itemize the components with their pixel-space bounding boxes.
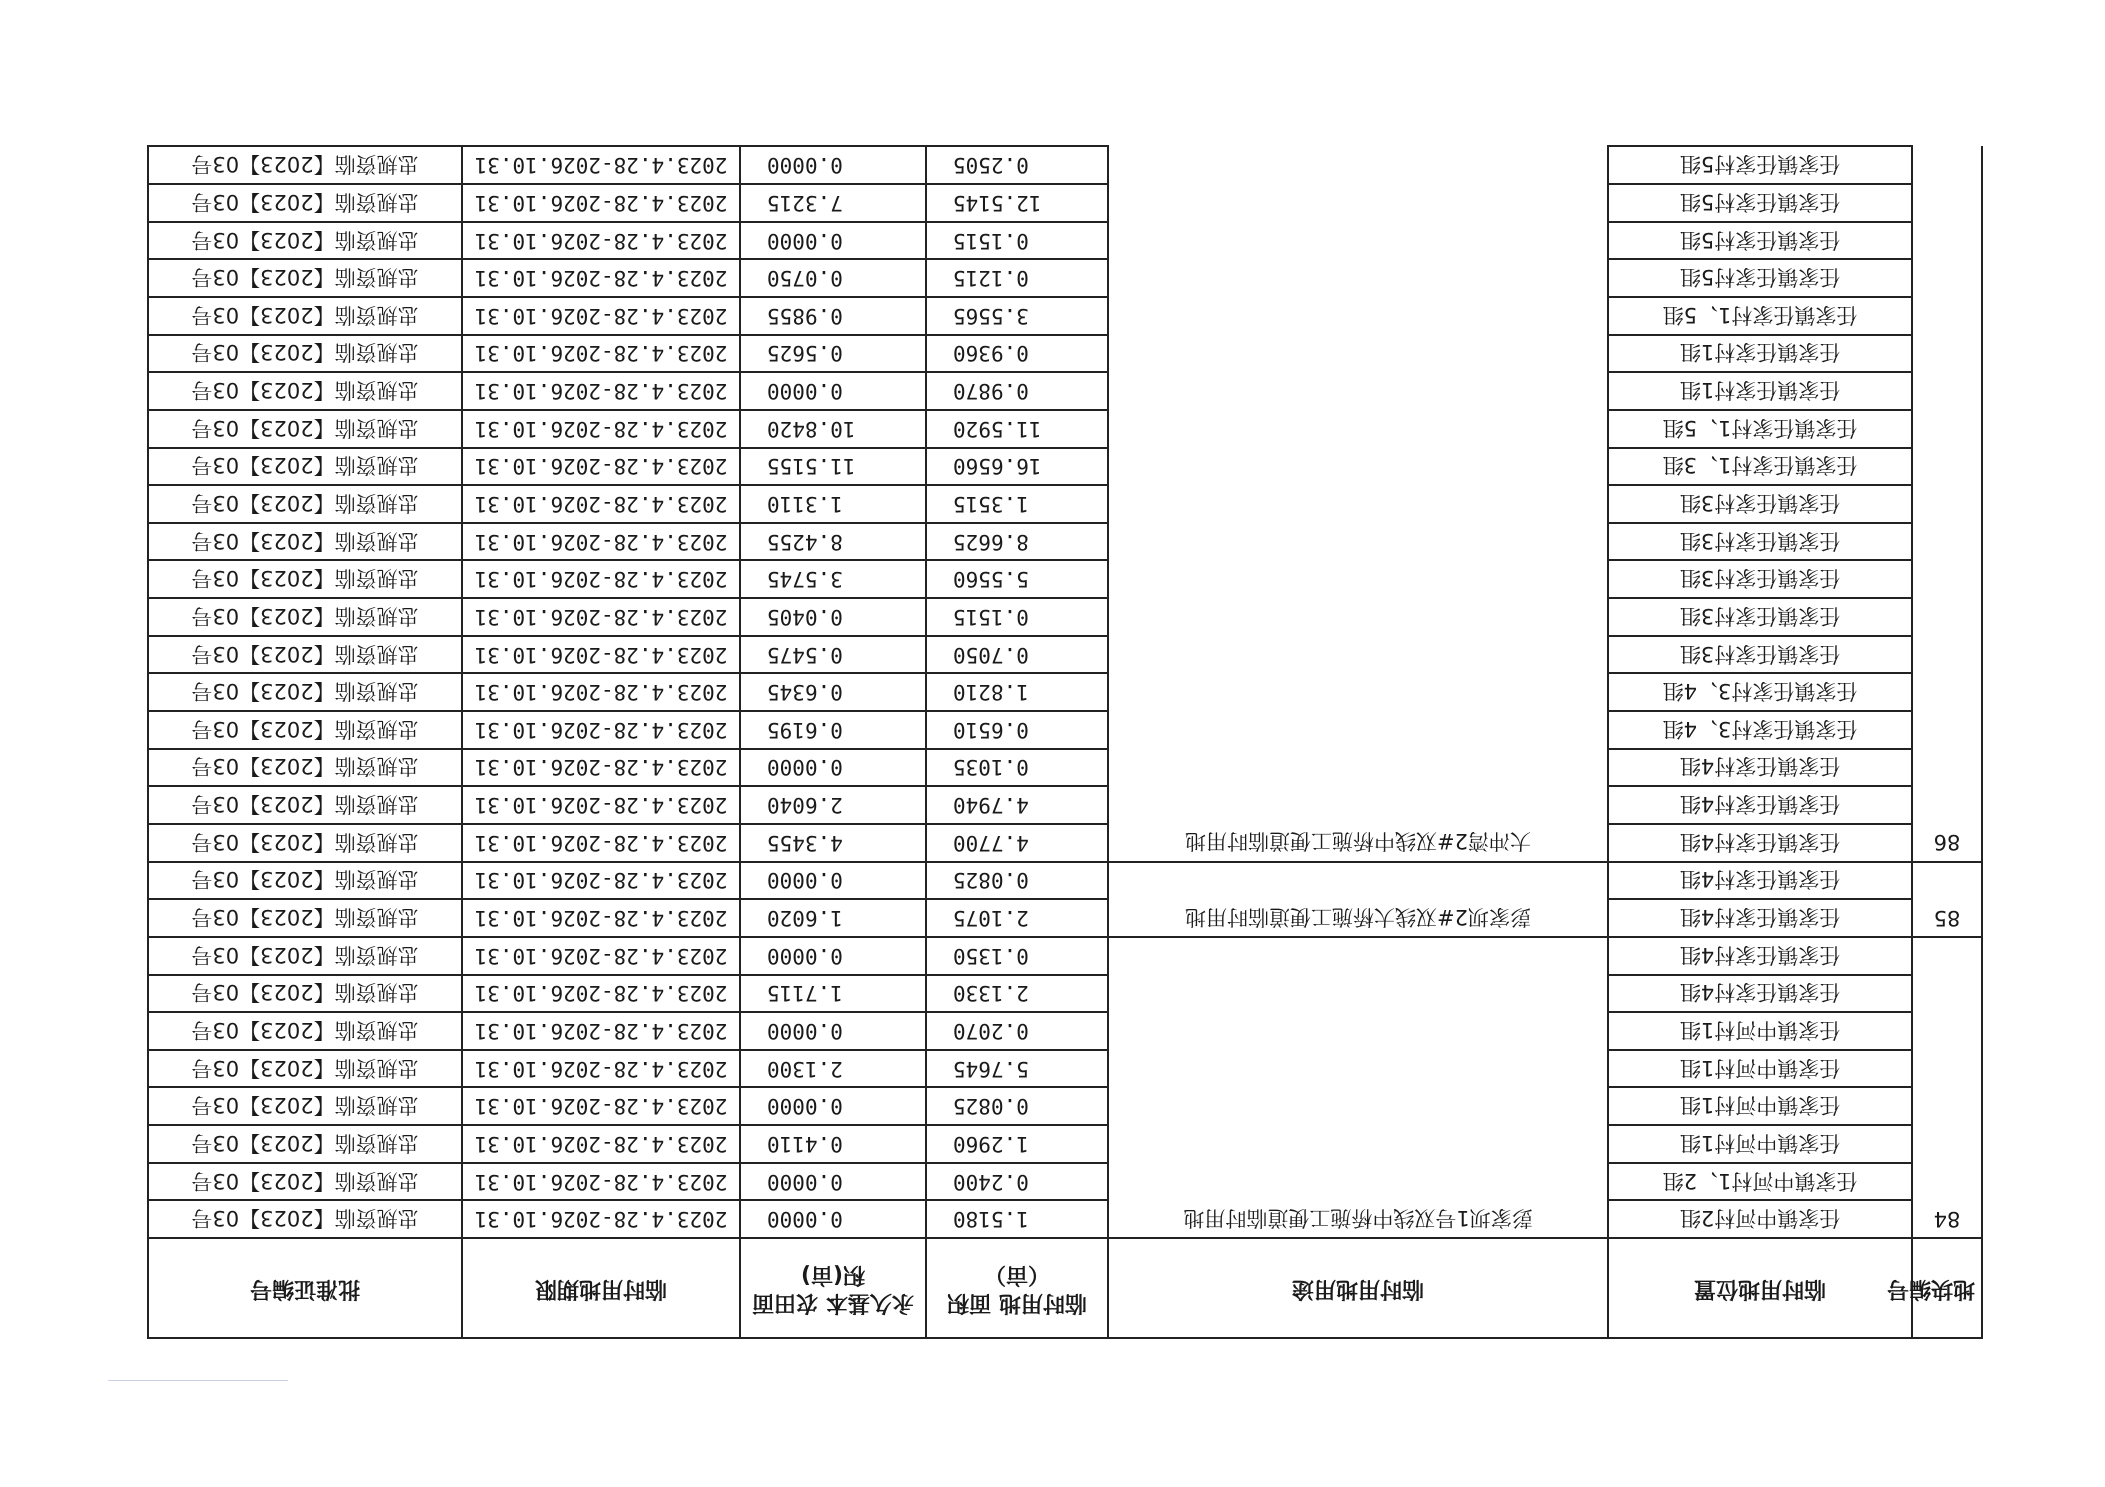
header-usage: 临时用地用途: [1108, 1238, 1608, 1338]
location-cell: 任家镇任家村3组: [1608, 523, 1912, 561]
cert-cell: 忠规资临【2023】03号: [148, 975, 462, 1013]
area-cell: 0.1035: [926, 749, 1108, 787]
location-cell: 任家镇任家村4组: [1608, 786, 1912, 824]
location-cell: 任家镇中河村1组: [1608, 1087, 1912, 1125]
usage-cell: [1108, 523, 1608, 561]
cert-cell: 忠规资临【2023】03号: [148, 937, 462, 975]
period-cell: 2023.4.28-2026.10.31: [462, 1163, 740, 1201]
farmland-cell: 2.1300: [740, 1050, 926, 1088]
farmland-cell: 0.0000: [740, 1200, 926, 1238]
row-number-cell: [1912, 975, 1982, 1013]
farmland-cell: 4.3455: [740, 824, 926, 862]
area-cell: 11.5920: [926, 410, 1108, 448]
cert-cell: 忠规资临【2023】03号: [148, 485, 462, 523]
usage-cell: [1108, 786, 1608, 824]
table-row: [148, 636, 1982, 674]
row-number-cell: [1912, 749, 1982, 787]
location-cell: 任家镇任家村3、4组: [1608, 673, 1912, 711]
table-row: [148, 711, 1982, 749]
table-row: [148, 937, 1982, 975]
table-row: [148, 1163, 1982, 1201]
location-cell: 任家镇任家村3组: [1608, 560, 1912, 598]
location-cell: 任家镇任家村5组: [1608, 259, 1912, 297]
area-cell: 2.1330: [926, 975, 1108, 1013]
farmland-cell: 0.0405: [740, 598, 926, 636]
usage-cell: 大冲湾2#双线中桥施工便道临时用地: [1108, 824, 1608, 862]
row-number-cell: [1912, 448, 1982, 486]
location-cell: 任家镇中河村1组: [1608, 1125, 1912, 1163]
usage-cell: [1108, 862, 1608, 900]
table-row: [148, 749, 1982, 787]
usage-cell: 彭家坝1号双线中桥施工便道临时用地: [1108, 1200, 1608, 1238]
table-row: [148, 786, 1982, 824]
cert-cell: 忠规资临【2023】03号: [148, 1200, 462, 1238]
cert-cell: 忠规资临【2023】03号: [148, 1087, 462, 1125]
period-cell: 2023.4.28-2026.10.31: [462, 297, 740, 335]
area-cell: 2.1075: [926, 899, 1108, 937]
rotated-table-container: [149, 145, 1983, 1339]
location-cell: 任家镇任家村3组: [1608, 636, 1912, 674]
table-row: [148, 862, 1982, 900]
table-row: [148, 673, 1982, 711]
area-cell: 0.0825: [926, 1087, 1108, 1125]
table-row: [148, 560, 1982, 598]
location-cell: 任家镇任家村1、5组: [1608, 410, 1912, 448]
table-row: [148, 184, 1982, 222]
row-number-cell: [1912, 485, 1982, 523]
location-cell: 任家镇任家村4组: [1608, 749, 1912, 787]
period-cell: 2023.4.28-2026.10.31: [462, 1125, 740, 1163]
table-row: [148, 1050, 1982, 1088]
usage-cell: [1108, 146, 1608, 184]
area-cell: 0.6510: [926, 711, 1108, 749]
period-cell: 2023.4.28-2026.10.31: [462, 598, 740, 636]
area-cell: 5.7645: [926, 1050, 1108, 1088]
area-cell: 1.8210: [926, 673, 1108, 711]
farmland-cell: 1.7115: [740, 975, 926, 1013]
usage-cell: [1108, 297, 1608, 335]
table-row: [148, 824, 1982, 862]
farmland-cell: 0.0000: [740, 372, 926, 410]
period-cell: 2023.4.28-2026.10.31: [462, 1012, 740, 1050]
farmland-cell: 1.3110: [740, 485, 926, 523]
area-cell: 0.9870: [926, 372, 1108, 410]
location-cell: 任家镇中河村1、2组: [1608, 1163, 1912, 1201]
usage-cell: [1108, 673, 1608, 711]
row-number-cell: [1912, 146, 1982, 184]
period-cell: 2023.4.28-2026.10.31: [462, 711, 740, 749]
location-cell: 任家镇中河村1组: [1608, 1012, 1912, 1050]
farmland-cell: 7.3215: [740, 184, 926, 222]
table-row: [148, 372, 1982, 410]
cert-cell: 忠规资临【2023】03号: [148, 899, 462, 937]
period-cell: 2023.4.28-2026.10.31: [462, 222, 740, 260]
usage-cell: [1108, 1050, 1608, 1088]
table-row: [148, 485, 1982, 523]
row-number-cell: [1912, 1163, 1982, 1201]
location-cell: 任家镇任家村1、3组: [1608, 448, 1912, 486]
usage-cell: [1108, 259, 1608, 297]
row-number-cell: 85: [1912, 899, 1982, 937]
usage-cell: [1108, 598, 1608, 636]
farmland-cell: 0.6345: [740, 673, 926, 711]
location-cell: 任家镇中河村1组: [1608, 1050, 1912, 1088]
location-cell: 任家镇中河村2组: [1608, 1200, 1912, 1238]
area-cell: 0.1515: [926, 598, 1108, 636]
period-cell: 2023.4.28-2026.10.31: [462, 862, 740, 900]
cert-cell: 忠规资临【2023】03号: [148, 560, 462, 598]
period-cell: 2023.4.28-2026.10.31: [462, 410, 740, 448]
area-cell: 0.2400: [926, 1163, 1108, 1201]
farmland-cell: 3.5745: [740, 560, 926, 598]
cert-cell: 忠规资临【2023】03号: [148, 673, 462, 711]
farmland-cell: 0.0750: [740, 259, 926, 297]
location-cell: 任家镇任家村4组: [1608, 862, 1912, 900]
row-number-cell: [1912, 711, 1982, 749]
area-cell: 0.1215: [926, 259, 1108, 297]
cert-cell: 忠规资临【2023】03号: [148, 862, 462, 900]
row-number-cell: [1912, 372, 1982, 410]
farmland-cell: 0.0000: [740, 937, 926, 975]
area-cell: 0.2070: [926, 1012, 1108, 1050]
table-row: [148, 146, 1982, 184]
header-cert: 批准证编号: [148, 1238, 462, 1338]
location-cell: 任家镇任家村5组: [1608, 146, 1912, 184]
period-cell: 2023.4.28-2026.10.31: [462, 184, 740, 222]
cert-cell: 忠规资临【2023】03号: [148, 824, 462, 862]
land-use-table: [147, 145, 1983, 1339]
row-number-cell: [1912, 862, 1982, 900]
area-cell: 1.2960: [926, 1125, 1108, 1163]
cert-cell: 忠规资临【2023】03号: [148, 372, 462, 410]
table-row: [148, 1087, 1982, 1125]
row-number-cell: [1912, 786, 1982, 824]
farmland-cell: 10.8420: [740, 410, 926, 448]
usage-cell: [1108, 636, 1608, 674]
farmland-cell: 0.0000: [740, 1012, 926, 1050]
period-cell: 2023.4.28-2026.10.31: [462, 146, 740, 184]
area-cell: 0.1350: [926, 937, 1108, 975]
location-cell: 任家镇任家村1组: [1608, 335, 1912, 373]
table-row: [148, 1200, 1982, 1238]
area-cell: 12.5145: [926, 184, 1108, 222]
header-period: 临时用地期限: [462, 1238, 740, 1338]
farmland-cell: 11.5155: [740, 448, 926, 486]
table-row: [148, 448, 1982, 486]
period-cell: 2023.4.28-2026.10.31: [462, 448, 740, 486]
farmland-cell: 0.0000: [740, 749, 926, 787]
area-cell: 1.5180: [926, 1200, 1108, 1238]
table-row: [148, 1125, 1982, 1163]
period-cell: 2023.4.28-2026.10.31: [462, 560, 740, 598]
location-cell: 任家镇任家村4组: [1608, 824, 1912, 862]
area-cell: 0.0825: [926, 862, 1108, 900]
cert-cell: 忠规资临【2023】03号: [148, 749, 462, 787]
cert-cell: 忠规资临【2023】03号: [148, 1163, 462, 1201]
cert-cell: 忠规资临【2023】03号: [148, 448, 462, 486]
location-cell: 任家镇任家村4组: [1608, 899, 1912, 937]
farmland-cell: 0.0000: [740, 1163, 926, 1201]
usage-cell: [1108, 1125, 1608, 1163]
period-cell: 2023.4.28-2026.10.31: [462, 485, 740, 523]
cert-cell: 忠规资临【2023】03号: [148, 1125, 462, 1163]
table-row: [148, 410, 1982, 448]
header-row: [148, 1238, 1982, 1338]
row-number-cell: 84: [1912, 1200, 1982, 1238]
scan-artifact-line: [108, 1380, 288, 1381]
farmland-cell: 0.0000: [740, 146, 926, 184]
row-number-cell: [1912, 335, 1982, 373]
farmland-cell: 0.4110: [740, 1125, 926, 1163]
table-row: [148, 335, 1982, 373]
farmland-cell: 2.6040: [740, 786, 926, 824]
cert-cell: 忠规资临【2023】03号: [148, 146, 462, 184]
cert-cell: 忠规资临【2023】03号: [148, 786, 462, 824]
farmland-cell: 1.6020: [740, 899, 926, 937]
area-cell: 0.9360: [926, 335, 1108, 373]
usage-cell: [1108, 1012, 1608, 1050]
period-cell: 2023.4.28-2026.10.31: [462, 975, 740, 1013]
location-cell: 任家镇任家村1、5组: [1608, 297, 1912, 335]
table-row: [148, 222, 1982, 260]
area-cell: 8.6625: [926, 523, 1108, 561]
period-cell: 2023.4.28-2026.10.31: [462, 372, 740, 410]
table-row: [148, 523, 1982, 561]
table-row: [148, 899, 1982, 937]
row-number-cell: [1912, 598, 1982, 636]
farmland-cell: 8.4255: [740, 523, 926, 561]
cert-cell: 忠规资临【2023】03号: [148, 1012, 462, 1050]
usage-cell: [1108, 975, 1608, 1013]
row-number-cell: [1912, 523, 1982, 561]
area-cell: 4.7940: [926, 786, 1108, 824]
usage-cell: [1108, 560, 1608, 598]
area-cell: 3.5565: [926, 297, 1108, 335]
area-cell: 16.6560: [926, 448, 1108, 486]
location-cell: 任家镇任家村3组: [1608, 485, 1912, 523]
cert-cell: 忠规资临【2023】03号: [148, 335, 462, 373]
cert-cell: 忠规资临【2023】03号: [148, 523, 462, 561]
period-cell: 2023.4.28-2026.10.31: [462, 786, 740, 824]
cert-cell: 忠规资临【2023】03号: [148, 1050, 462, 1088]
row-number-cell: [1912, 1012, 1982, 1050]
period-cell: 2023.4.28-2026.10.31: [462, 899, 740, 937]
area-cell: 4.7700: [926, 824, 1108, 862]
area-cell: 0.1515: [926, 222, 1108, 260]
row-number-cell: [1912, 1087, 1982, 1125]
usage-cell: [1108, 937, 1608, 975]
usage-cell: [1108, 335, 1608, 373]
header-farmland: 永久基本 农田面积(亩): [740, 1238, 926, 1338]
cert-cell: 忠规资临【2023】03号: [148, 410, 462, 448]
row-number-cell: [1912, 297, 1982, 335]
period-cell: 2023.4.28-2026.10.31: [462, 335, 740, 373]
row-number-cell: [1912, 410, 1982, 448]
period-cell: 2023.4.28-2026.10.31: [462, 937, 740, 975]
table-row: [148, 259, 1982, 297]
farmland-cell: 0.0000: [740, 222, 926, 260]
location-cell: 任家镇任家村3、4组: [1608, 711, 1912, 749]
cert-cell: 忠规资临【2023】03号: [148, 711, 462, 749]
table-row: [148, 1012, 1982, 1050]
period-cell: 2023.4.28-2026.10.31: [462, 1050, 740, 1088]
farmland-cell: 0.5625: [740, 335, 926, 373]
usage-cell: [1108, 448, 1608, 486]
row-number-cell: [1912, 560, 1982, 598]
row-number-cell: [1912, 636, 1982, 674]
period-cell: 2023.4.28-2026.10.31: [462, 1087, 740, 1125]
usage-cell: [1108, 485, 1608, 523]
usage-cell: [1108, 1163, 1608, 1201]
header-no: 地块编号: [1912, 1238, 1982, 1338]
usage-cell: [1108, 410, 1608, 448]
location-cell: 任家镇任家村5组: [1608, 184, 1912, 222]
cert-cell: 忠规资临【2023】03号: [148, 222, 462, 260]
row-number-cell: [1912, 673, 1982, 711]
row-number-cell: [1912, 1050, 1982, 1088]
table-row: [148, 975, 1982, 1013]
farmland-cell: 0.9855: [740, 297, 926, 335]
area-cell: 0.7050: [926, 636, 1108, 674]
usage-cell: [1108, 1087, 1608, 1125]
row-number-cell: [1912, 259, 1982, 297]
header-area: 临时用地 面积（亩）: [926, 1238, 1108, 1338]
period-cell: 2023.4.28-2026.10.31: [462, 636, 740, 674]
row-number-cell: [1912, 1125, 1982, 1163]
usage-cell: [1108, 184, 1608, 222]
location-cell: 任家镇任家村1组: [1608, 372, 1912, 410]
location-cell: 任家镇任家村4组: [1608, 975, 1912, 1013]
farmland-cell: 0.6195: [740, 711, 926, 749]
table-row: [148, 598, 1982, 636]
usage-cell: 彭家坝2#双线大桥施工便道临时用地: [1108, 899, 1608, 937]
farmland-cell: 0.0000: [740, 862, 926, 900]
area-cell: 5.5560: [926, 560, 1108, 598]
period-cell: 2023.4.28-2026.10.31: [462, 749, 740, 787]
row-number-cell: 86: [1912, 824, 1982, 862]
cert-cell: 忠规资临【2023】03号: [148, 184, 462, 222]
area-cell: 1.3515: [926, 485, 1108, 523]
location-cell: 任家镇任家村4组: [1608, 937, 1912, 975]
cert-cell: 忠规资临【2023】03号: [148, 259, 462, 297]
location-cell: 任家镇任家村5组: [1608, 222, 1912, 260]
farmland-cell: 0.0000: [740, 1087, 926, 1125]
row-number-cell: [1912, 222, 1982, 260]
period-cell: 2023.4.28-2026.10.31: [462, 824, 740, 862]
period-cell: 2023.4.28-2026.10.31: [462, 259, 740, 297]
row-number-cell: [1912, 937, 1982, 975]
cert-cell: 忠规资临【2023】03号: [148, 297, 462, 335]
period-cell: 2023.4.28-2026.10.31: [462, 673, 740, 711]
cert-cell: 忠规资临【2023】03号: [148, 636, 462, 674]
usage-cell: [1108, 711, 1608, 749]
period-cell: 2023.4.28-2026.10.31: [462, 523, 740, 561]
usage-cell: [1108, 222, 1608, 260]
header-location: 临时用地位置: [1608, 1238, 1912, 1338]
period-cell: 2023.4.28-2026.10.31: [462, 1200, 740, 1238]
table-row: [148, 297, 1982, 335]
area-cell: 0.2505: [926, 146, 1108, 184]
usage-cell: [1108, 749, 1608, 787]
cert-cell: 忠规资临【2023】03号: [148, 598, 462, 636]
location-cell: 任家镇任家村3组: [1608, 598, 1912, 636]
farmland-cell: 0.5475: [740, 636, 926, 674]
usage-cell: [1108, 372, 1608, 410]
row-number-cell: [1912, 184, 1982, 222]
